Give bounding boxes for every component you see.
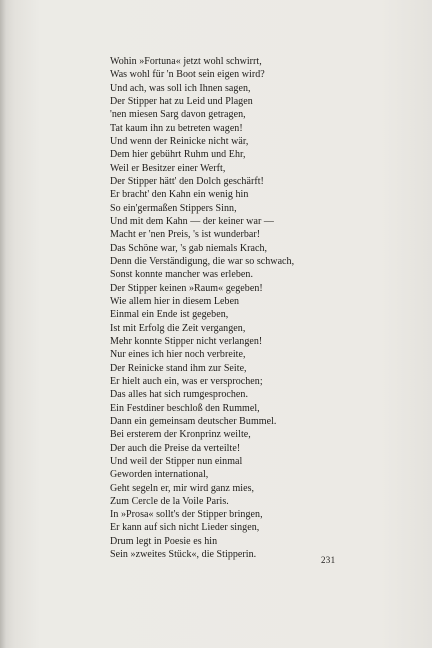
poem-line: Er bracht' den Kahn ein wenig hin [110,189,249,201]
poem-line: Der Stipper keinen »Raum« gegeben! [110,282,263,294]
poem-line: Dem hier gebührt Ruhm und Ehr, [110,149,246,161]
poem-line: Wohin »Fortuna« jetzt wohl schwirrt, [110,56,262,67]
poem-line: Ist mit Erfolg die Zeit vergangen, [110,322,246,334]
poem-line: Wie allem hier in diesem Leben [110,295,240,307]
poem-line: Macht er 'nen Preis, 's ist wunderbar! [110,229,261,241]
poem-line: Das alles hat sich rumgesprochen. [110,389,248,401]
poem-text [110,55,294,561]
poem-line: Weil er Besitzer einer Werft, [110,162,226,174]
poem-line: Drum legt in Poesie es hin [110,535,218,547]
poem-line: Der Stipper hätt' den Dolch geschärft! [110,175,264,187]
poem-line: Der Reinicke stand ihm zur Seite, [110,362,247,374]
poem-line: Und ach, was soll ich Ihnen sagen, [110,82,251,94]
book-gutter [0,0,6,648]
poem-line: Und wenn der Reinicke nicht wär, [110,135,249,147]
poem-line: Das Schöne war, 's gab niemals Krach, [110,242,268,254]
poem-line: Er hielt auch ein, was er versprochen; [110,375,263,387]
poem-line: Geht segeln er, mir wird ganz mies, [110,482,255,494]
poem-line: Geworden international, [110,469,209,481]
poem-line: 'nen miesen Sarg davon getragen, [110,109,246,121]
poem-line: Sein »zweites Stück«, die Stipperin. [110,549,257,561]
poem-line: Er kann auf sich nicht Lieder singen, [110,522,260,534]
poem-line: Bei ersterem der Kronprinz weilte, [110,429,251,441]
poem-line: Einmal ein Ende ist gegeben, [110,309,229,321]
poem-line: Und weil der Stipper nun einmal [110,455,243,467]
poem-line: Was wohl für 'n Boot sein eigen wird? [110,69,265,81]
poem-line: Denn die Verständigung, die war so schwach, [110,255,295,267]
poem-line: Tat kaum ihn zu betreten wagen! [110,122,243,134]
poem-line: Der Stipper hat zu Leid und Plagen [110,95,253,107]
poem-line: Ein Festdiner beschloß den Rummel, [110,402,260,414]
poem-line: Und mit dem Kahn — der keiner war — [110,215,274,227]
poem-line: Zum Cercle de la Voile Paris. [110,495,229,507]
page-number: 231 [321,555,336,565]
poem-line: Sonst konnte mancher was erleben. [110,269,253,281]
poem-line: In »Prosa« sollt's der Stipper bringen, [110,509,263,521]
poem-line: So ein'germaßen Stippers Sinn, [110,202,237,214]
poem-line: Der auch die Preise da verteilte! [110,442,241,454]
poem-line: Nur eines ich hier noch verbreite, [110,349,246,361]
poem-line: Dann ein gemeinsam deutscher Bummel. [110,415,277,427]
poem-line: Mehr konnte Stipper nicht verlangen! [110,335,263,347]
